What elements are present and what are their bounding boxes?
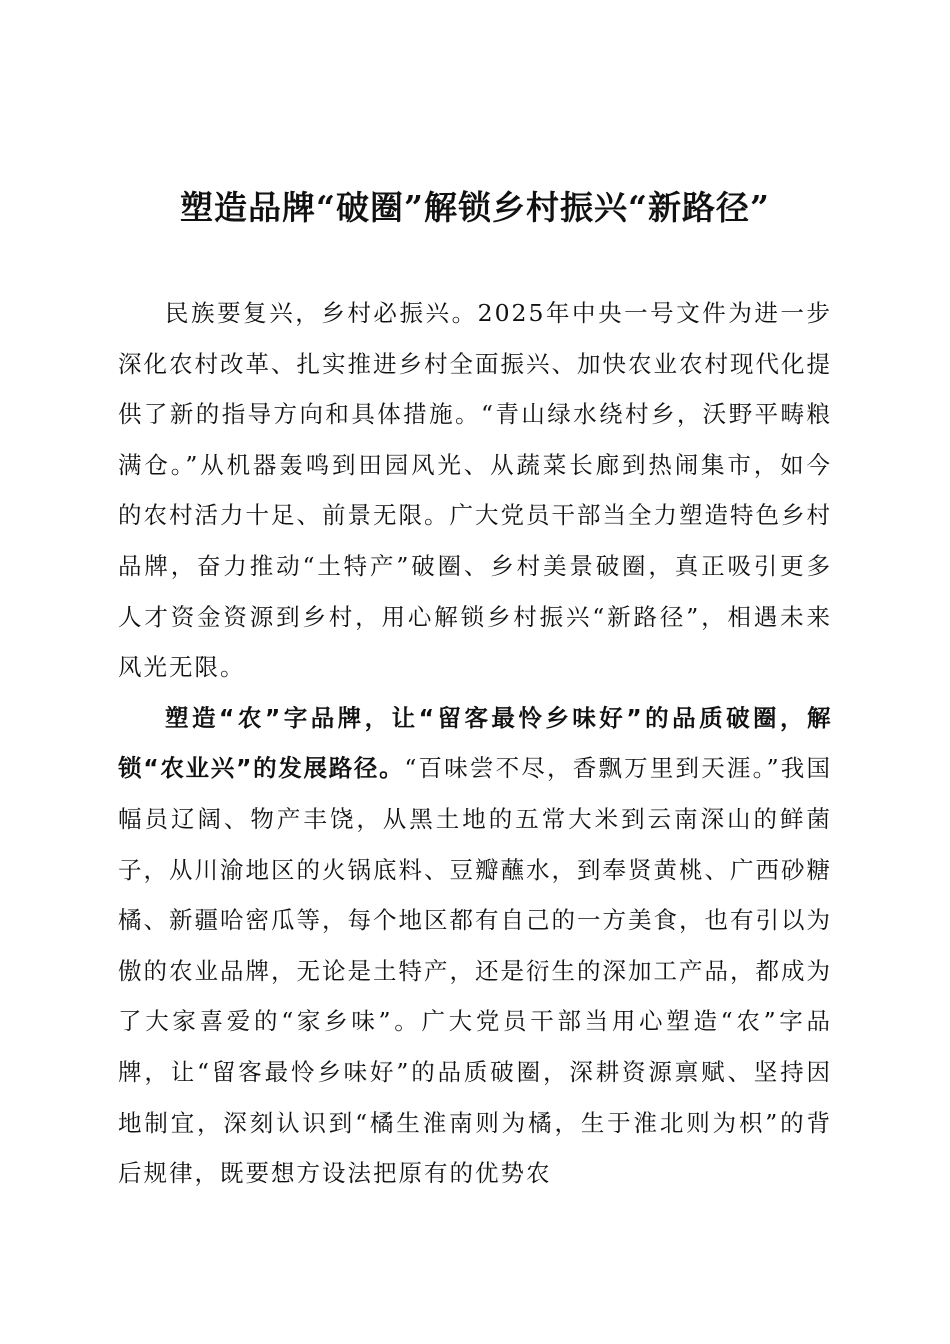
paragraph-text: 民族要复兴，乡村必振兴。2025年中央一号文件为进一步深化农村改革、扎实推进乡村全面振兴、加快农业农村现代化提供了新的指导方向和具体措施。“青山绿水绕村乡，沃野平畴粮满仓。”从机器轰鸣到田园风光、从蔬菜长廊到热闹集市，如今的农村活力十足、前景无限。广大党员干部当全力塑造特色乡村品牌，奋力推动“土特产”破圈、乡村美景破圈，真正吸引更多人才资金资源到乡村，用心解锁乡村振兴“新路径”，相遇未来风光无限。 (118, 299, 832, 682)
paragraph-intro (118, 288, 832, 693)
paragraph-lead: 塑造“农”字品牌，让“留客最怜乡味好”的品质破圈，解锁“农业兴”的发展路径。 (118, 703, 832, 783)
document-body (118, 288, 832, 1199)
paragraph-brand (118, 693, 832, 1199)
paragraph-text: “百味尝不尽，香飘万里到天涯。”我国幅员辽阔、物产丰饶，从黑土地的五常大米到云南深山的鲜菌子，从川渝地区的火锅底料、豆瓣蘸水，到奉贤黄桃、广西砂糖橘、新疆哈密瓜等，每个地区都有自己的一方美食，也有引以为傲的农业品牌，无论是土特产，还是衍生的深加工产品，都成为了大家喜爱的“家乡味”。广大党员干部当用心塑造“农”字品牌，让“留客最怜乡味好”的品质破圈，深耕资源禀赋、坚持因地制宜，深刻认识到“橘生淮南则为橘，生于淮北则为枳”的背后规律，既要想方设法把原有的优势农 (118, 754, 833, 1188)
document-title: 塑造品牌“破圈”解锁乡村振兴“新路径” (180, 188, 770, 227)
